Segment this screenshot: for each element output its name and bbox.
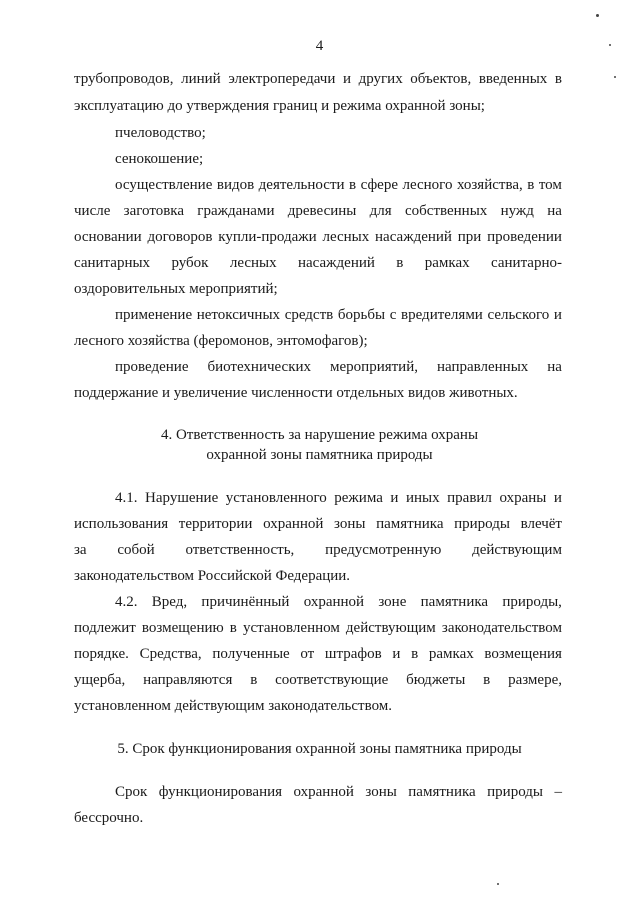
paragraph-line [115, 176, 562, 194]
word: подлежит [74, 620, 136, 636]
word: бюджеты [406, 672, 466, 688]
word: биотехнических [207, 359, 312, 375]
word: влечёт [520, 516, 562, 532]
word: возмещению [141, 620, 224, 636]
word: для [369, 203, 392, 219]
paragraph-line: оздоровительных мероприятий; [74, 281, 278, 297]
word: ответственность, [185, 542, 295, 558]
word: использования [74, 516, 169, 532]
paragraph-line [74, 70, 562, 88]
word: памятника [420, 594, 489, 610]
paragraph-line [115, 306, 562, 324]
word: и [342, 71, 351, 87]
paragraph-line: бессрочно. [74, 810, 144, 826]
word: собой [117, 542, 155, 558]
word: порядке. [74, 646, 129, 662]
word: иных [405, 490, 440, 506]
word: нужд [500, 203, 534, 219]
word: памятника [376, 516, 444, 532]
word: вредителями [401, 307, 483, 323]
word: лесных [229, 255, 277, 271]
word: деятельности [258, 177, 345, 193]
word: направляются [143, 672, 233, 688]
word: рамках [428, 646, 474, 662]
word: 4.2. [115, 594, 138, 610]
word: 4.1. [115, 490, 138, 506]
scan-speck [497, 883, 499, 885]
word: линий [181, 71, 221, 87]
word: действующим [472, 542, 562, 558]
word: лесных [322, 229, 370, 245]
word: территории [178, 516, 253, 532]
word: сфере [360, 177, 398, 193]
section-4-title: 4. Ответственность за нарушение режима охраны [160, 427, 479, 443]
word: Средства, [139, 646, 202, 662]
word: охранной [263, 516, 324, 532]
word: договоров [147, 229, 213, 245]
word: природы [487, 784, 543, 800]
paragraph-line [115, 358, 562, 376]
list-item-beekeeping: пчеловодство; [115, 125, 206, 141]
word: штрафов [324, 646, 382, 662]
word: в [349, 177, 357, 193]
paragraph-line [115, 783, 562, 801]
word: собственных [405, 203, 488, 219]
word: предусмотренную [325, 542, 442, 558]
word: и [553, 490, 562, 506]
paragraph-line [74, 671, 562, 689]
paragraph-line [74, 515, 562, 533]
page-number: 4 [315, 38, 324, 54]
word: трубопроводов, [74, 71, 174, 87]
list-item-haymaking: сенокошение; [115, 151, 204, 167]
word: древесины [287, 203, 357, 219]
word: Срок [115, 784, 148, 800]
word: законодательством [441, 620, 562, 636]
word: причинённый [201, 594, 290, 610]
word: борьбы [337, 307, 386, 323]
word: установленном [242, 620, 340, 636]
word: природы [454, 516, 510, 532]
word: памятника [408, 784, 476, 800]
paragraph-line [74, 619, 562, 637]
word: санитарно- [491, 255, 562, 271]
word: купли-продажи [218, 229, 317, 245]
word: осуществление [115, 177, 213, 193]
word: мероприятий, [330, 359, 418, 375]
paragraph-line [115, 593, 562, 611]
word: в [554, 71, 562, 87]
word: соответствующие [275, 672, 389, 688]
word: основании [74, 229, 142, 245]
paragraph-line [74, 202, 562, 220]
word: введенных [478, 71, 548, 87]
paragraph-line: установленном действующим законодательством. [74, 698, 393, 714]
word: действующим [345, 620, 436, 636]
word: охраны [499, 490, 547, 506]
paragraph-line: лесного хозяйства (феромонов, энтомофагов); [74, 333, 368, 349]
word: зоне [378, 594, 407, 610]
scan-speck [596, 14, 599, 17]
word: от [300, 646, 315, 662]
word: других [358, 71, 403, 87]
paragraph-line: эксплуатацию до утверждения границ и режима охранной зоны; [74, 98, 485, 114]
word: заготовка [123, 203, 184, 219]
paragraph-line [115, 489, 562, 507]
word: при [457, 229, 482, 245]
word: средств [284, 307, 334, 323]
word: и [553, 307, 562, 323]
word: возмещения [484, 646, 562, 662]
word: направленных [436, 359, 529, 375]
scan-speck [614, 76, 616, 78]
paragraph-line [74, 228, 562, 246]
word: в [396, 255, 404, 271]
word: хозяйства, [456, 177, 523, 193]
word: в [411, 646, 419, 662]
word: насаждений [298, 255, 375, 271]
word: – [554, 784, 562, 800]
word: и [392, 646, 401, 662]
word: лесного [402, 177, 453, 193]
word: проведении [487, 229, 562, 245]
word: применение [115, 307, 193, 323]
word: проведение [115, 359, 189, 375]
word: в [229, 620, 237, 636]
word: и [390, 490, 399, 506]
word: установленного [225, 490, 327, 506]
word: гражданами [197, 203, 275, 219]
word: в [527, 177, 535, 193]
section-5-title: 5. Срок функционирования охранной зоны памятника природы [117, 741, 522, 757]
word: сельского [487, 307, 550, 323]
paragraph-line: законодательством Российской Федерации. [74, 568, 351, 584]
word: с [389, 307, 397, 323]
word: числе [74, 203, 111, 219]
paragraph-line: поддержание и увеличение численности отдельных видов животных. [74, 385, 518, 401]
word: объектов, [410, 71, 472, 87]
word: полученные [212, 646, 290, 662]
word: видов [216, 177, 255, 193]
word: природы, [502, 594, 562, 610]
word: зоны [365, 784, 397, 800]
word: охранной [303, 594, 365, 610]
word: размере, [508, 672, 562, 688]
word: на [547, 203, 562, 219]
word: в [250, 672, 258, 688]
word: санитарных [74, 255, 151, 271]
word: правил [447, 490, 492, 506]
section-4-title: охранной зоны памятника природы [206, 447, 433, 463]
paragraph-line [74, 254, 562, 272]
word: за [74, 542, 87, 558]
word: зоны [334, 516, 366, 532]
word: режима [334, 490, 383, 506]
word: нетоксичных [196, 307, 281, 323]
word: в [483, 672, 491, 688]
word: Нарушение [145, 490, 219, 506]
word: рамках [424, 255, 470, 271]
word: на [547, 359, 562, 375]
word: Вред, [151, 594, 188, 610]
word: ущерба, [74, 672, 126, 688]
paragraph-line [74, 541, 562, 559]
word: электропередачи [228, 71, 336, 87]
word: функционирования [158, 784, 283, 800]
word: охранной [293, 784, 354, 800]
word: насаждений [375, 229, 452, 245]
word: рубок [171, 255, 209, 271]
word: том [538, 177, 562, 193]
paragraph-line [74, 645, 562, 663]
